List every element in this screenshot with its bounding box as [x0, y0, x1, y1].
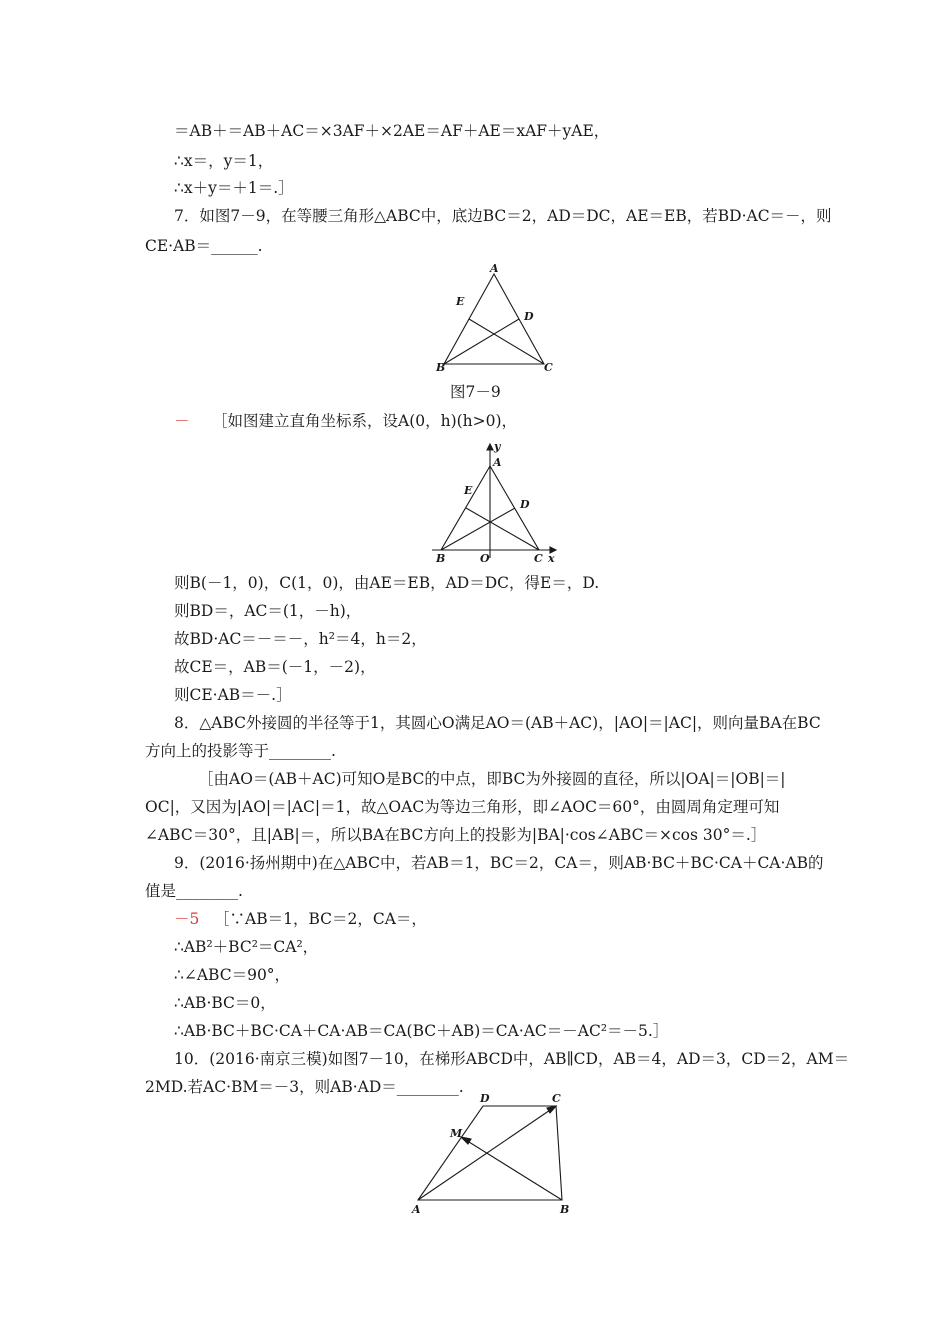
label-e: E: [456, 295, 465, 308]
question-10-line-2: 2MD.若AC·BM＝－3，则AB·AD＝________.: [145, 1078, 464, 1096]
label-m: M: [450, 1127, 463, 1140]
q7-answer: [174, 411, 190, 431]
label-o: O: [480, 552, 490, 565]
q7-solution-line-1: ［如图建立直角坐标系，设A(0，h)(h>0)，: [212, 412, 518, 430]
label-b: B: [436, 361, 446, 374]
label-a: A: [412, 1203, 421, 1216]
q7-solution-line-4: 故BD·AC＝－＝－，h²＝4，h＝2，: [174, 630, 427, 648]
arrow-head-ac: [547, 1106, 556, 1113]
question-7-line-2: CE·AB＝______.: [145, 237, 263, 255]
y-axis-arrow: [487, 444, 493, 450]
label-b: B: [436, 552, 446, 565]
axis-label-x: x: [548, 552, 555, 565]
q9-solution-line-5: ∴AB·BC＋BC·CA＋CA·AB＝CA(BC＋AB)＝CA·AC＝－AC²＝－5.］: [174, 1022, 669, 1040]
q7-answer-value: －: [174, 412, 190, 430]
question-10-line-1: 10．(2016·南京三模)如图7－10，在梯形ABCD中，AB∥CD，AB＝4，AD＝3，CD＝2，AM＝: [174, 1050, 850, 1068]
label-b: B: [560, 1203, 570, 1216]
segment-bd: [444, 319, 519, 364]
q9-solution-line-1: ［∵AB＝1，BC＝2，CA＝，: [214, 910, 427, 928]
solution-line-2: ∴x＝，y＝1，: [174, 152, 274, 170]
label-d: D: [520, 498, 530, 511]
q9-answer-value: －5: [174, 910, 200, 928]
q7-solution-line-6: 则CE·AB＝－.］: [174, 686, 292, 704]
q9-answer: [174, 909, 199, 929]
q9-solution-line-3: ∴∠ABC＝90°，: [174, 966, 291, 984]
figure-7-9-caption: 图7－9: [450, 383, 501, 401]
label-a: A: [493, 456, 502, 469]
coordinate-figure: [430, 440, 560, 568]
figure-7-9: [430, 260, 560, 375]
solution-line-1: ＝AB＋＝AB＋AC＝×3AF＋×2AE＝AF＋AE＝xAF＋yAE，: [174, 122, 610, 140]
question-8-line-1: 8．△ABC外接圆的半径等于1，其圆心O满足AO＝(AB＋AC)，|AO|＝|AC|，则向量BA在BC: [174, 714, 821, 732]
label-d: D: [480, 1092, 490, 1105]
q7-solution-line-5: 故CE＝，AB＝(－1，－2)，: [174, 658, 376, 676]
label-d: D: [524, 310, 534, 323]
label-a: A: [490, 262, 499, 275]
axis-label-y: y: [494, 440, 501, 453]
label-e: E: [464, 484, 473, 497]
question-9-line-1: 9．(2016·扬州期中)在△ABC中，若AB＝1，BC＝2，CA＝，则AB·BC＋BC·CA＋CA·AB的: [174, 854, 824, 872]
label-c: C: [534, 552, 543, 565]
solution-line-3: ∴x＋y＝＋1＝.］: [174, 179, 294, 197]
question-7-line-1: 7．如图7－9，在等腰三角形△ABC中，底边BC＝2，AD＝DC，AE＝EB，若BD·AC＝－，则: [174, 207, 832, 225]
q8-solution-line-1: ［由AO＝(AB＋AC)可知O是BC的中点，即BC为外接圆的直径，所以|OA|＝|OB|＝|: [198, 770, 786, 788]
label-c: C: [552, 1092, 561, 1105]
question-9-line-2: 值是________.: [145, 882, 243, 900]
q9-solution-line-4: ∴AB·BC＝0，: [174, 994, 276, 1012]
label-c: C: [544, 361, 553, 374]
figure-7-10: [408, 1092, 578, 1216]
q7-solution-line-3: 则BD＝，AC＝(1，－h)，: [174, 602, 362, 620]
segment-ce: [469, 319, 544, 364]
q8-solution-line-3: ∠ABC＝30°，且|AB|＝，所以BA在BC方向上的投影为|BA|·cos∠ABC＝×cos 30°＝.］: [145, 826, 767, 844]
q8-solution-line-2: OC|，又因为|AO|＝|AC|＝1，故△OAC为等边三角形，即∠AOC＝60°，由圆周角定理可知: [145, 798, 780, 816]
segment-bm: [461, 1137, 562, 1200]
q9-solution-line-2: ∴AB²＋BC²＝CA²，: [174, 938, 319, 956]
q7-solution-line-2: 则B(－1，0)，C(1，0)，由AE＝EB，AD＝DC，得E＝，D.: [174, 574, 600, 592]
question-8-line-2: 方向上的投影等于________.: [145, 742, 336, 760]
